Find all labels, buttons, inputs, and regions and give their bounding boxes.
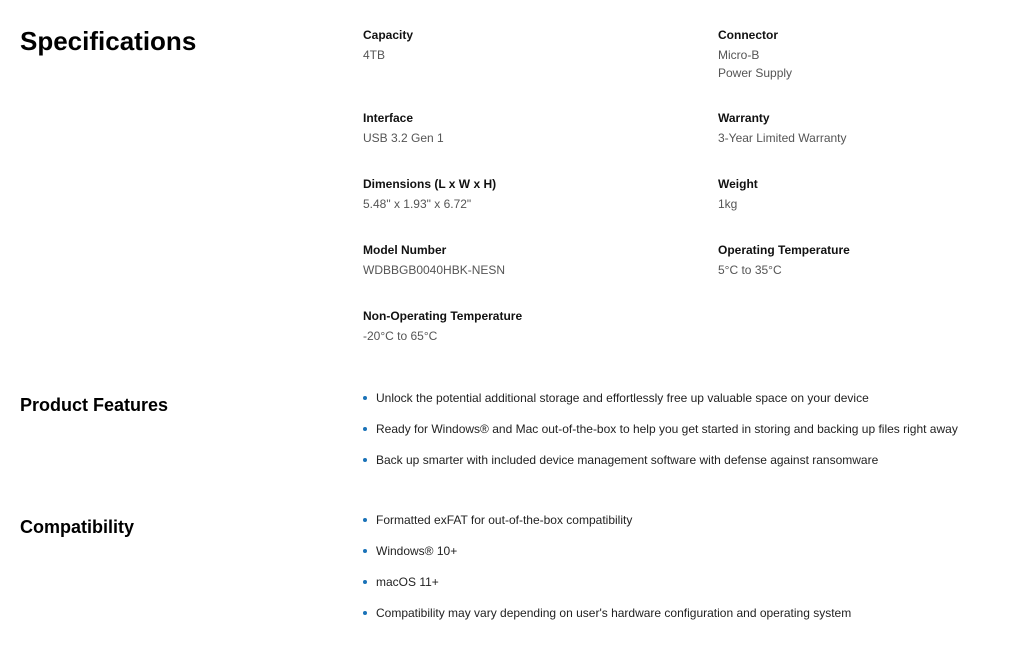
list-item-text: Unlock the potential additional storage and effortlessly free up valuable space on your device <box>376 391 869 405</box>
spec-weight <box>718 176 1018 213</box>
spec-value <box>718 261 1018 279</box>
bullet-dot-icon <box>363 458 367 462</box>
product-features-list <box>363 390 958 483</box>
spec-value-line: Micro-B <box>718 48 760 62</box>
spec-label: Model Number <box>363 243 447 257</box>
list-item-text: Ready for Windows® and Mac out-of-the-box to help you get started in storing and backing up files right away <box>376 422 958 436</box>
spec-label: Connector <box>718 28 778 42</box>
list-item-text: Windows® 10+ <box>376 544 458 558</box>
spec-label: Capacity <box>363 28 414 42</box>
spec-label: Dimensions (L x W x H) <box>363 177 497 191</box>
spec-value <box>363 261 663 279</box>
list-item-text: macOS 11+ <box>376 575 439 589</box>
list-item <box>363 543 851 574</box>
spec-warranty <box>718 110 1018 147</box>
spec-model-number <box>363 242 663 279</box>
spec-label: Weight <box>718 177 758 191</box>
bullet-dot-icon <box>363 611 367 615</box>
spec-value-line: 5.48" x 1.93" x 6.72" <box>363 197 472 211</box>
spec-value <box>718 129 1018 147</box>
list-item <box>363 390 958 421</box>
compatibility-heading: Compatibility <box>20 517 135 537</box>
spec-label: Warranty <box>718 111 770 125</box>
spec-dimensions <box>363 176 663 213</box>
spec-value-line: -20°C to 65°C <box>363 329 438 343</box>
spec-value-line: Power Supply <box>718 66 793 80</box>
spec-value-line: USB 3.2 Gen 1 <box>363 131 444 145</box>
list-item <box>363 421 958 452</box>
list-item-text: Compatibility may vary depending on user's hardware configuration and operating system <box>376 606 852 620</box>
list-item <box>363 605 851 636</box>
compatibility-list <box>363 512 851 636</box>
spec-value-line: 4TB <box>363 48 386 62</box>
spec-label: Interface <box>363 111 414 125</box>
spec-value <box>718 195 1018 213</box>
spec-label: Non-Operating Temperature <box>363 309 523 323</box>
bullet-dot-icon <box>363 580 367 584</box>
spec-value <box>363 195 663 213</box>
bullet-dot-icon <box>363 549 367 553</box>
spec-value-line: 5°C to 35°C <box>718 263 782 277</box>
list-item <box>363 574 851 605</box>
spec-capacity <box>363 27 663 64</box>
specifications-heading: Specifications <box>20 26 197 56</box>
spec-label: Operating Temperature <box>718 243 850 257</box>
spec-operating-temperature <box>718 242 1018 279</box>
spec-connector <box>718 27 1018 82</box>
spec-non-operating-temperature <box>363 308 663 345</box>
product-features-heading: Product Features <box>20 395 169 415</box>
spec-value-line: 3-Year Limited Warranty <box>718 131 847 145</box>
list-item-text: Back up smarter with included device management software with defense against ransomware <box>376 453 879 467</box>
bullet-dot-icon <box>363 518 367 522</box>
list-item-text: Formatted exFAT for out-of-the-box compatibility <box>376 513 633 527</box>
spec-value <box>363 327 663 345</box>
spec-value-line: 1kg <box>718 197 738 211</box>
spec-value-line: WDBBGB0040HBK-NESN <box>363 263 506 277</box>
spec-value <box>363 129 663 147</box>
spec-value <box>363 46 663 64</box>
bullet-dot-icon <box>363 396 367 400</box>
list-item <box>363 512 851 543</box>
spec-value <box>718 46 1018 82</box>
list-item <box>363 452 958 483</box>
spec-interface <box>363 110 663 147</box>
bullet-dot-icon <box>363 427 367 431</box>
